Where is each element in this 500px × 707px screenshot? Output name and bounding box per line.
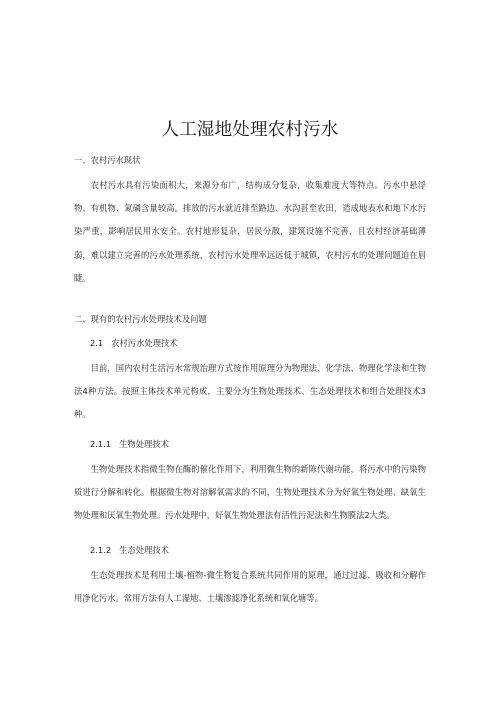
subsection-2-1-1-heading <box>90 438 426 450</box>
subsection-2-1-title: 农村污水处理技术 <box>111 338 178 348</box>
subsection-2-1-1-paragraph: 生物处理技术指微生物在酶的催化作用下，利用微生物的新陈代谢功能，将污水中的污染物质进行分解和转化。根据微生物对溶解氧需求的不同，生物处理技术分为好氧生物处理、缺氧生物处理和厌氧生物处理。污水处理中，好氧生物处理法有活性污泥法和生物膜法2大类。 <box>74 464 426 521</box>
section-2-heading: 二、现有的农村污水处理技术及问题 <box>74 314 207 324</box>
subsection-2-1-2-heading <box>90 544 426 556</box>
subsection-2-1-2-number: 2.1.2 <box>90 545 112 555</box>
subsection-2-1-number: 2.1 <box>90 338 104 348</box>
section-1-heading: 一、农村污水现状 <box>74 155 141 165</box>
subsection-2-1-heading <box>90 337 426 349</box>
section-1-paragraph: 农村污水具有污染面积大，来源分布广，结构成分复杂，收集难度大等特点。污水中悬浮物、有机物、氮磷含量较高。排放的污水就近排至路边、水沟甚至农田，造成地表水和地下水污染严重，影响居民用水安全。农村地形复杂，居民分散，建筑设施不完善，且农村经济基础薄弱，难以建立完善的污水处理系统，农村污水处理率远远低于城镇，农村污水的处理问题迫在眉睫。 <box>74 180 426 283</box>
subsection-2-1-2-paragraph: 生态处理技术是利用土壤-植物-微生物复合系统共同作用的原理，通过过滤、吸收和分解作用净化污水。常用方法有人工湿地、土壤渗滤净化系统和氧化塘等。 <box>74 570 426 604</box>
subsection-2-1-1-title: 生物处理技术 <box>119 439 169 449</box>
subsection-2-1-paragraph: 目前，国内农村生活污水常规治理方式按作用原理分为物理法、化学法、物理化学法和生物法4种方法。按照主体技术单元构成，主要分为生物处理技术、生态处理技术和组合处理技术3种。 <box>74 363 426 420</box>
document-title: 人工湿地处理农村污水 <box>161 120 339 140</box>
subsection-2-1-1-number: 2.1.1 <box>90 439 112 449</box>
subsection-2-1-2-title: 生态处理技术 <box>119 545 169 555</box>
